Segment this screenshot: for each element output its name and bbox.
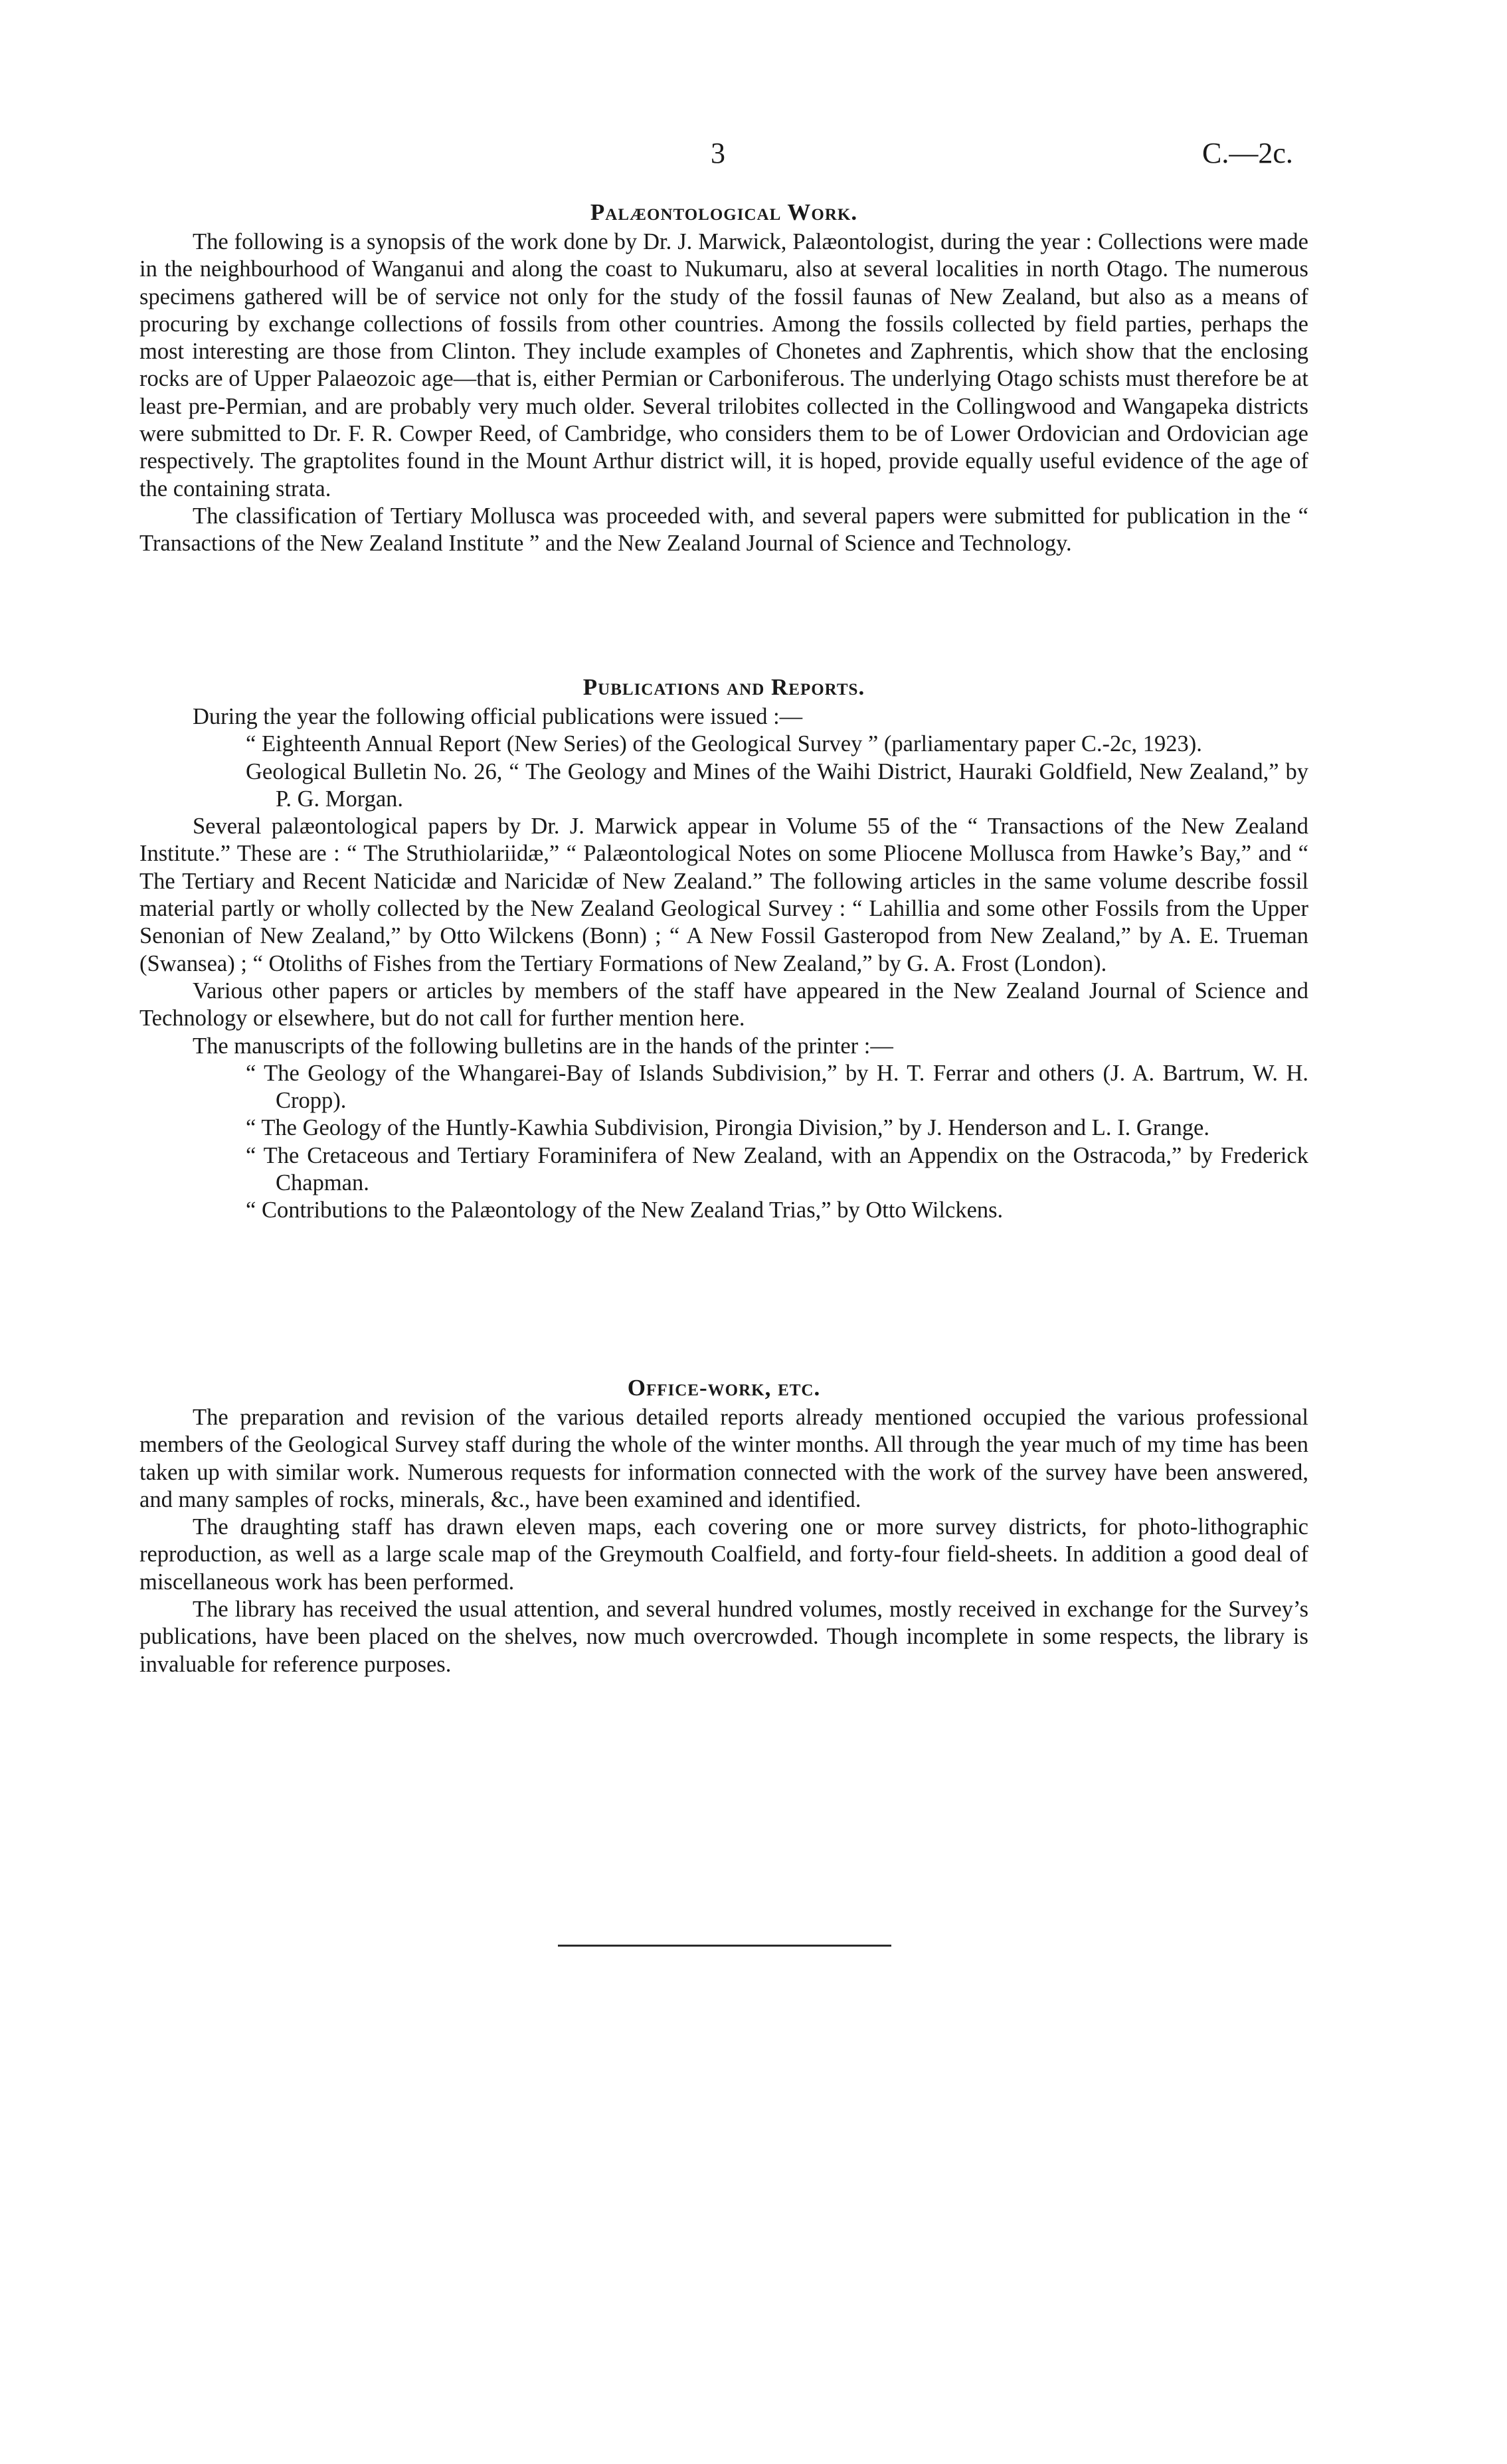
section-heading: Publications and Reports.	[582, 674, 865, 700]
bulletin-item: “ Contributions to the Palæontology of the New Zealand Trias,” by Otto Wilckens.	[246, 1197, 1004, 1223]
paragraph: During the year the following official publications were issued :—	[193, 704, 803, 729]
bulletin-item: “ The Geology of the Whangarei-Bay of Islands Subdivision,” by H. T. Ferrar and others (J. A. Bartrum, W. H. Cropp).	[246, 1060, 1308, 1114]
paragraph: The classification of Tertiary Mollusca was proceeded with, and several papers were submitted for publication in the “ Transactions of the New Zealand Institute ” and the New Zealand Journal of Science and Technology.	[139, 503, 1308, 557]
paragraph: The preparation and revision of the various detailed reports already mentioned occupied the various professional members of the Geological Survey staff during the whole of the winter months. All through the year much of my time has been taken up with similar work. Numerous requests for information connected with the work of the survey have been answered, and many samples of rocks, minerals, &c., have been examined and identified.	[139, 1405, 1308, 1512]
bulletin-item: “ The Cretaceous and Tertiary Foraminifera of New Zealand, with an Appendix on the Ostracoda,” by Frederick Chapman.	[246, 1142, 1308, 1196]
closing-rule	[558, 1945, 891, 1947]
paragraph: Several palæontological papers by Dr. J. Marwick appear in Volume 55 of the “ Transactions of the New Zealand Institute.” These are : “ The Struthiolariidæ,” “ Palæontological Notes on some Pliocene Mollusca from Hawke’s Bay,” and “ The Tertiary and Recent Naticidæ and Naricidæ of New Zealand.” The following articles in the same volume describe fossil material partly or wholly collected by the New Zealand Geological Survey : “ Lahillia and some other Fossils from the Upper Senonian of New Zealand,” by Otto Wilckens (Bonn) ; “ A New Fossil Gasteropod from New Zealand,” by A. E. Trueman (Swansea) ; “ Otoliths of Fishes from the Tertiary Formations of New Zealand,” by G. A. Frost (London).	[139, 814, 1308, 976]
section-publications-and-reports	[139, 674, 1308, 1225]
publication-item: “ Eighteenth Annual Report (New Series) of the Geological Survey ” (parliamentary paper C.-2c, 1923).	[246, 731, 1202, 757]
bulletin-item: “ The Geology of the Huntly-Kawhia Subdivision, Pirongia Division,” by J. Henderson and L. I. Grange.	[246, 1115, 1209, 1141]
paragraph: The library has received the usual attention, and several hundred volumes, mostly received in exchange for the Survey’s publications, have been placed on the shelves, now much overcrowded. Though incomplete in some respects, the library is invaluable for reference purposes.	[139, 1597, 1308, 1677]
section-office-work	[139, 1375, 1308, 1678]
section-palaeontological-work	[139, 199, 1308, 558]
section-heading: Office-work, etc.	[627, 1375, 821, 1401]
paragraph: Various other papers or articles by members of the staff have appeared in the New Zealand Journal of Science and Technology or elsewhere, but do not call for further mention here.	[139, 978, 1308, 1031]
publication-item: Geological Bulletin No. 26, “ The Geology and Mines of the Waihi District, Hauraki Goldfield, New Zealand,” by P. G. Morgan.	[246, 758, 1308, 812]
page-number: 3	[711, 137, 725, 169]
paragraph: The following is a synopsis of the work done by Dr. J. Marwick, Palæontologist, during the year : Collections were made in the neighbourhood of Wanganui and along the coast to Nukumaru, also at several localities in north Otago. The numerous specimens gathered will be of service not only for the study of the fossil faunas of New Zealand, but also as a means of procuring by exchange collections of fossils from other countries. Among the fossils collected by field parties, perhaps the most interesting are those from Clinton. They include examples of Chonetes and Zaphrentis, which show that the enclosing rocks are of Upper Palaeozoic age—that is, either Permian or Carboniferous. The underlying Otago schists must therefore be at least pre-Permian, and are probably very much older. Several trilobites collected in the Collingwood and Wangapeka districts were submitted to Dr. F. R. Cowper Reed, of Cambridge, who considers them to be of Lower Ordovician and Ordovician age respectively. The graptolites found in the Mount Arthur district will, it is hoped, provide equally useful evidence of the age of the containing strata.	[139, 229, 1308, 501]
section-heading: Palæontological Work.	[590, 199, 858, 225]
paragraph: The manuscripts of the following bulletins are in the hands of the printer :—	[193, 1033, 893, 1059]
paragraph: The draughting staff has drawn eleven maps, each covering one or more survey districts, for photo-lithographic reproduction, as well as a large scale map of the Greymouth Coalfield, and forty-four field-sheets. In addition a good deal of miscellaneous work has been performed.	[139, 1514, 1308, 1595]
document-reference: C.—2c.	[1202, 137, 1293, 169]
